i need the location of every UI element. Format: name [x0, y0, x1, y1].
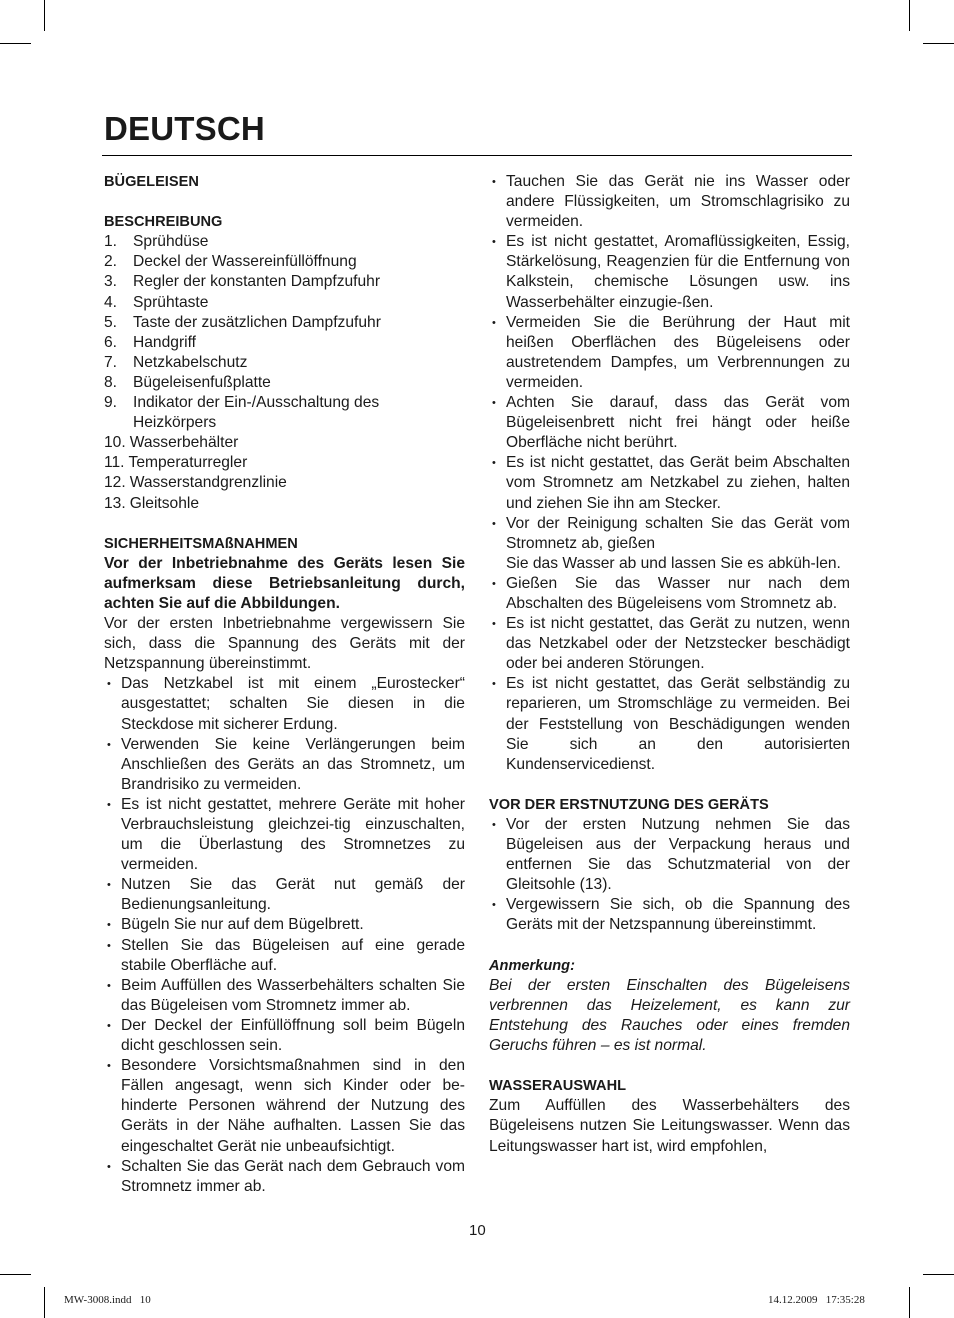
- list-item: • Gießen Sie das Wasser nur nach dem Abschalten des Bügeleisens vom Stromnetz ab.: [489, 574, 850, 614]
- right-column: [489, 172, 850, 1157]
- item-number: 11.: [104, 454, 125, 472]
- item-number: 9.: [104, 394, 118, 412]
- list-item: [104, 353, 465, 373]
- item-text: Vor der Reinigung schalten Sie das Gerät vom Stromnetz ab, gießen: [506, 514, 850, 552]
- list-item: • Es ist nicht gestattet, das Gerät zu nutzen, wenn das Netzkabel oder der Netzstecker beschädigt oder bei anderen Störungen.: [489, 614, 850, 674]
- item-number: 7.: [104, 353, 118, 371]
- list-item: [104, 333, 465, 353]
- item-number: 5.: [104, 313, 118, 331]
- slug-date: 14.12.2009 17:35:28: [768, 1294, 865, 1306]
- item-number: 1.: [104, 233, 118, 251]
- list-item: [104, 373, 465, 393]
- item-text: Handgriff: [133, 333, 196, 351]
- item-text: Taste der zusätzlichen Dampfzufuhr: [133, 313, 381, 331]
- list-item: [104, 433, 465, 453]
- item-text: Temperaturregler: [128, 454, 248, 472]
- item-number: 2.: [104, 253, 118, 271]
- item-number: 4.: [104, 293, 118, 311]
- list-item: • Es ist nicht gestattet, Aromaflüssigkeiten, Essig, Stärkelösung, Reagenzien für die Entfernung von Kalkstein, chemische Lösungen usw. ins Wasserbehälter einzugie-ßen.: [489, 232, 850, 312]
- crop-mark: [923, 43, 954, 44]
- crop-mark: [0, 1274, 31, 1275]
- item-number: 13.: [104, 494, 126, 512]
- item-continuation: Sie das Wasser ab und lassen Sie es abküh-len.: [506, 554, 841, 572]
- list-item: • Vermeiden Sie die Berührung der Haut mit heißen Oberflächen des Bügeleisens oder austretendem Dampfes, um Verbrennungen zu vermeiden.: [489, 313, 850, 393]
- item-number: 10.: [104, 434, 126, 452]
- list-item: [104, 393, 465, 433]
- item-number: 8.: [104, 373, 118, 391]
- crop-mark: [0, 43, 31, 44]
- list-item: • Das Netzkabel ist mit einem „Eurostecker“ ausgestattet; schalten Sie diesen in die Steckdose mit sicherer Erdung.: [104, 674, 465, 734]
- item-text: Bügeleisenfußplatte: [133, 373, 271, 391]
- item-text: Sprühtaste: [133, 293, 209, 311]
- safety-list: [104, 674, 465, 1196]
- list-item: • Es ist nicht gestattet, das Gerät selbständig zu reparieren, um Stromschläge zu vermeiden. Bei der Feststellung von Beschädigungen wenden Sie sich an den autorisierten Kundenservicedienst.: [489, 674, 850, 774]
- crop-mark: [923, 1274, 954, 1275]
- safety-intro: Vor der ersten Inbetriebnahme vergewissern Sie sich, dass die Spannung des Geräts mit der Netzspannung übereinstimmt.: [104, 615, 465, 673]
- item-number: 6.: [104, 333, 118, 351]
- first-use-heading: VOR DER ERSTNUTZUNG DES GERÄTS: [489, 796, 769, 813]
- list-item: • Achten Sie darauf, dass das Gerät vom Bügeleisenbrett nicht frei hängt oder heiße Oberfläche nicht berührt.: [489, 393, 850, 453]
- note-heading: Anmerkung:: [489, 957, 575, 974]
- slug-file: MW-3008.indd 10: [64, 1294, 151, 1306]
- crop-mark: [909, 1287, 910, 1318]
- list-item: [104, 494, 465, 514]
- list-item: • Tauchen Sie das Gerät nie ins Wasser oder andere Flüssigkeiten, um Stromschlagrisiko zu vermeiden.: [489, 172, 850, 232]
- title-rule: [102, 155, 852, 156]
- list-item: [104, 272, 465, 292]
- list-item: • Nutzen Sie das Gerät nut gemäß der Bedienungsanleitung.: [104, 875, 465, 915]
- page-number: 10: [469, 1222, 486, 1239]
- list-item: [104, 232, 465, 252]
- page-title: DEUTSCH: [104, 110, 265, 147]
- crop-mark: [909, 0, 910, 31]
- product-heading: BÜGELEISEN: [104, 174, 199, 190]
- list-item: • Es ist nicht gestattet, mehrere Geräte mit hoher Verbrauchsleistung gleichzei-tig einzuschalten, um die Überlastung des Stromnetzes zu vermeiden.: [104, 795, 465, 875]
- list-item: [104, 313, 465, 333]
- list-item: • Vor der ersten Nutzung nehmen Sie das Bügeleisen aus der Verpackung heraus und entfernen Sie das Schutzmaterial von der Gleitsohle (13).: [489, 815, 850, 895]
- safety-heading: SICHERHEITSMAßNAHMEN: [104, 535, 298, 552]
- list-item: [104, 252, 465, 272]
- item-text: Netzkabelschutz: [133, 353, 248, 371]
- description-heading: BESCHREIBUNG: [104, 214, 223, 231]
- list-item: [104, 453, 465, 473]
- item-text: Wasserbehälter: [129, 434, 239, 452]
- first-use-list: [489, 815, 850, 936]
- item-text: Gleitsohle: [129, 494, 200, 512]
- list-item: [104, 473, 465, 493]
- item-text: Regler der konstanten Dampfzufuhr: [133, 273, 381, 291]
- item-text: Wasserstandgrenzlinie: [129, 474, 287, 492]
- list-item: • Besondere Vorsichtsmaßnahmen sind in den Fällen angesagt, wenn sich Kinder oder be-hinderte Personen während der Nutzung des Geräts in der Nähe aufhalten. Lassen Sie das eingeschaltet Gerät nie unbeaufsichtigt.: [104, 1056, 465, 1156]
- item-number: 3.: [104, 273, 118, 291]
- safety-list-continued: [489, 172, 850, 775]
- water-text: Zum Auffüllen des Wasserbehälters des Bügeleisens nutzen Sie Leitungswasser. Wenn das Leitungswasser hart ist, wird empfohlen,: [489, 1097, 850, 1155]
- crop-mark: [44, 1287, 45, 1318]
- list-item: • Vergewissern Sie sich, ob die Spannung des Geräts mit der Netzspannung übereinstimmt.: [489, 895, 850, 935]
- left-column: [104, 172, 465, 1197]
- item-text: Indikator der Ein-/Ausschaltung des Heizkörpers: [133, 394, 380, 432]
- list-item: • Stellen Sie das Bügeleisen auf eine gerade stabile Oberfläche auf.: [104, 936, 465, 976]
- list-item: [104, 293, 465, 313]
- item-text: Sprühdüse: [133, 233, 209, 251]
- water-heading: WASSERAUSWAHL: [489, 1078, 627, 1095]
- list-item: • Es ist nicht gestattet, das Gerät beim Abschalten vom Stromnetz am Netzkabel zu ziehen, halten und ziehen Sie ihn am Stecker.: [489, 453, 850, 513]
- list-item: • Bügeln Sie nur auf dem Bügelbrett.: [104, 915, 465, 935]
- crop-mark: [44, 0, 45, 31]
- item-number: 12.: [104, 474, 126, 492]
- note-text: Bei der ersten Einschalten des Bügeleisens verbrennen das Heizelement, es kann zur Entstehung des Rauches oder eines fremden Geruchs führen – es ist normal.: [489, 976, 850, 1055]
- list-item: • Verwenden Sie keine Verlängerungen beim Anschließen des Geräts an das Stromnetz, um Brandrisiko zu vermeiden.: [104, 735, 465, 795]
- list-item: [489, 514, 850, 574]
- item-text: Deckel der Wassereinfüllöffnung: [133, 253, 357, 271]
- list-item: • Der Deckel der Einfüllöffnung soll beim Bügeln dicht geschlossen sein.: [104, 1016, 465, 1056]
- parts-list: [104, 232, 465, 513]
- list-item: • Beim Auffüllen des Wasserbehälters schalten Sie das Bügeleisen vom Stromnetz immer ab.: [104, 976, 465, 1016]
- safety-bold-intro: Vor der Inbetriebnahme des Geräts lesen Sie aufmerksam diese Betriebsanleitung durch, achten Sie auf die Abbildungen.: [104, 554, 465, 612]
- list-item: • Schalten Sie das Gerät nach dem Gebrauch vom Stromnetz immer ab.: [104, 1157, 465, 1197]
